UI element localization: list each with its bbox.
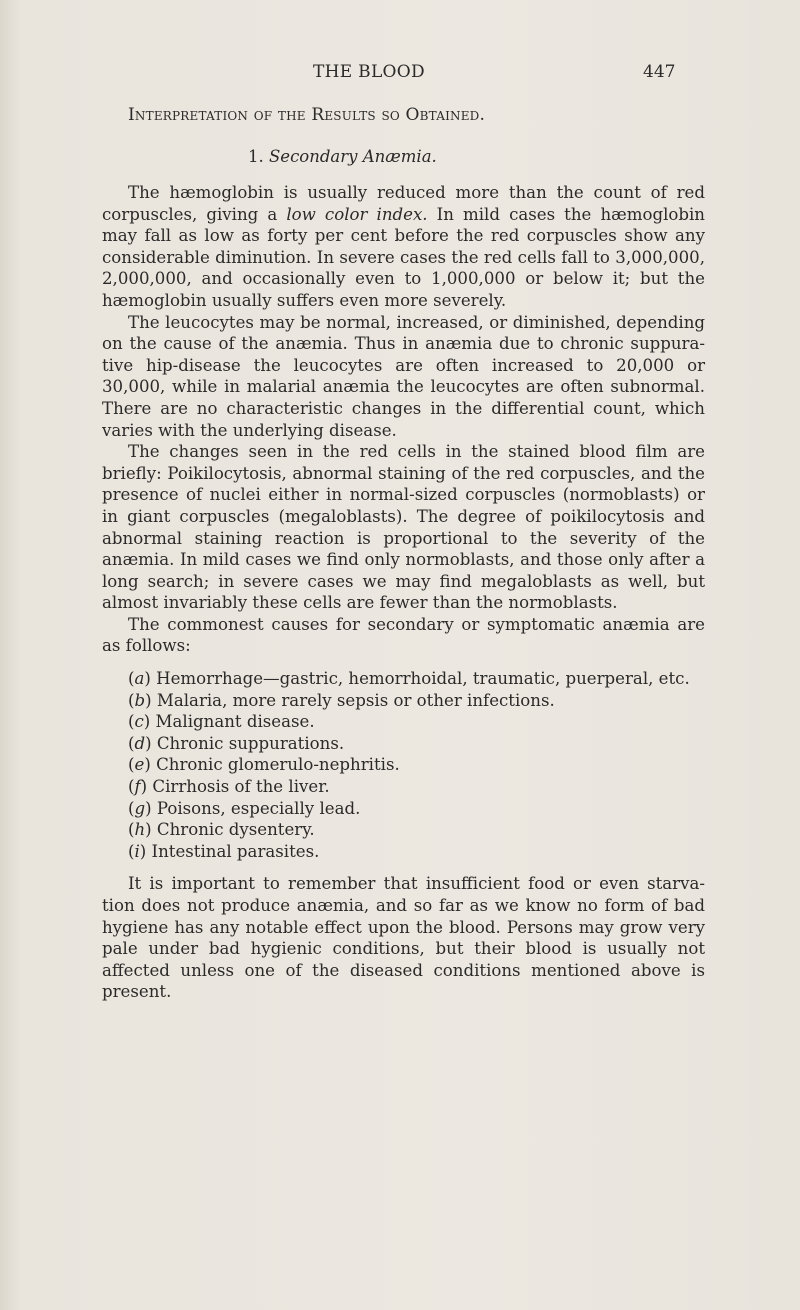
paragraph-hemoglobin — [102, 182, 705, 312]
subheading-number: 1. — [248, 147, 264, 166]
cause-text: Malignant disease. — [155, 712, 315, 732]
cause-letter: (a) — [128, 669, 157, 689]
causes-list — [102, 668, 705, 862]
cause-letter-value: a — [134, 669, 145, 689]
cause-item — [102, 733, 705, 755]
cause-item — [102, 776, 705, 798]
cause-letter: (e) — [128, 755, 157, 775]
cause-letter: (b) — [128, 690, 157, 710]
paragraph-conclusion: It is important to remember that insufficient food or even starva- tion does not produce anæmia, and so far as we know no form of bad hygiene has any notable effect upon the blood. Persons may grow very pale under bad hygienic conditions, but their blood is usually not affected unless one of the diseased conditions mentioned above is present. — [102, 874, 705, 1002]
cause-text: Chronic glomerulo-nephritis. — [156, 755, 400, 775]
running-head — [0, 62, 800, 88]
cause-item — [102, 754, 705, 776]
cause-text: Chronic suppurations. — [156, 733, 345, 753]
cause-text: Intestinal parasites. — [151, 841, 320, 861]
cause-letter: (f) — [128, 777, 153, 797]
cause-letter-value: e — [134, 755, 145, 775]
cause-text: Malaria, more rarely sepsis or other infections. — [156, 690, 555, 710]
paragraph-hemoglobin-start: The hæmoglobin is usually reduced more than the count of red corpuscles, giving a — [102, 183, 705, 224]
cause-letter-value: c — [134, 712, 144, 732]
cause-item — [102, 819, 705, 841]
cause-letter-value: d — [134, 733, 146, 753]
cause-letter-value: f — [134, 777, 141, 797]
cause-letter-value: h — [134, 820, 146, 840]
body-text — [102, 182, 705, 1003]
cause-item — [102, 690, 705, 712]
running-head-title: THE BLOOD — [313, 62, 425, 82]
cause-text: Hemorrhage—gastric, hemorrhoidal, traumatic, puerperal, etc. — [156, 669, 690, 689]
cause-item — [102, 668, 705, 690]
cause-letter: (c) — [128, 712, 156, 732]
cause-text: Chronic dysentery. — [156, 820, 315, 840]
cause-text: Poisons, especially lead. — [156, 798, 361, 818]
section-heading: Interpretation of the Results so Obtained. — [128, 105, 486, 125]
paragraph-causes-intro: The commonest causes for secondary or symptomatic anæmia are as follows: — [102, 614, 705, 656]
cause-letter-value: b — [134, 690, 146, 710]
cause-letter-value: i — [134, 841, 140, 861]
subheading-text: Secondary Anæmia. — [269, 147, 437, 166]
cause-letter: (i) — [128, 841, 152, 861]
cause-item — [102, 711, 705, 733]
paragraph-red-cell-changes: The changes seen in the red cells in the stained blood film are briefly: Poikilocytosis, abnormal staining of the red corpuscles, and the presence of nuclei either in normal-sized corpuscles (normoblasts) or in giant corpuscles (megaloblasts). The degree of poikilocytosis and abnormal staining reaction is proportional to the severity of the anæmia. In mild cases we find only normoblasts, and those only after a long search; in severe cases we may find megaloblasts as well, but almost invariably these cells are fewer than the normoblasts. — [102, 442, 705, 613]
cause-item — [102, 841, 705, 863]
page-number: 447 — [643, 62, 676, 82]
cause-letter: (h) — [128, 820, 157, 840]
cause-text: Cirrhosis of the liver. — [152, 777, 330, 797]
cause-item — [102, 798, 705, 820]
paragraph-hemoglobin-rest: In mild cases the hæmoglobin may fall as low as forty per cent before the red corpuscles show any considerable diminution. In severe cases the red cells fall to 3,000,000, 2,000,000, and occasionally even to 1,000,000 or below it; but the hæmoglobin usually suffers even more severely. — [102, 204, 705, 310]
cause-letter: (g) — [128, 798, 157, 818]
paragraph-leucocytes: The leucocytes may be normal, increased, or diminished, depending on the cause of the anæmia. Thus in anæmia due to chronic suppura- tive hip-disease the leucocytes are often increased to 20,000 or 30,000, while in malarial anæmia the leucocytes are often subnormal. There are no characteristic changes in the differential count, which varies with the underlying disease. — [102, 312, 705, 440]
cause-letter: (d) — [128, 733, 157, 753]
low-color-index-term: low color index. — [286, 204, 428, 224]
subheading — [248, 147, 437, 166]
cause-letter-value: g — [134, 798, 146, 818]
